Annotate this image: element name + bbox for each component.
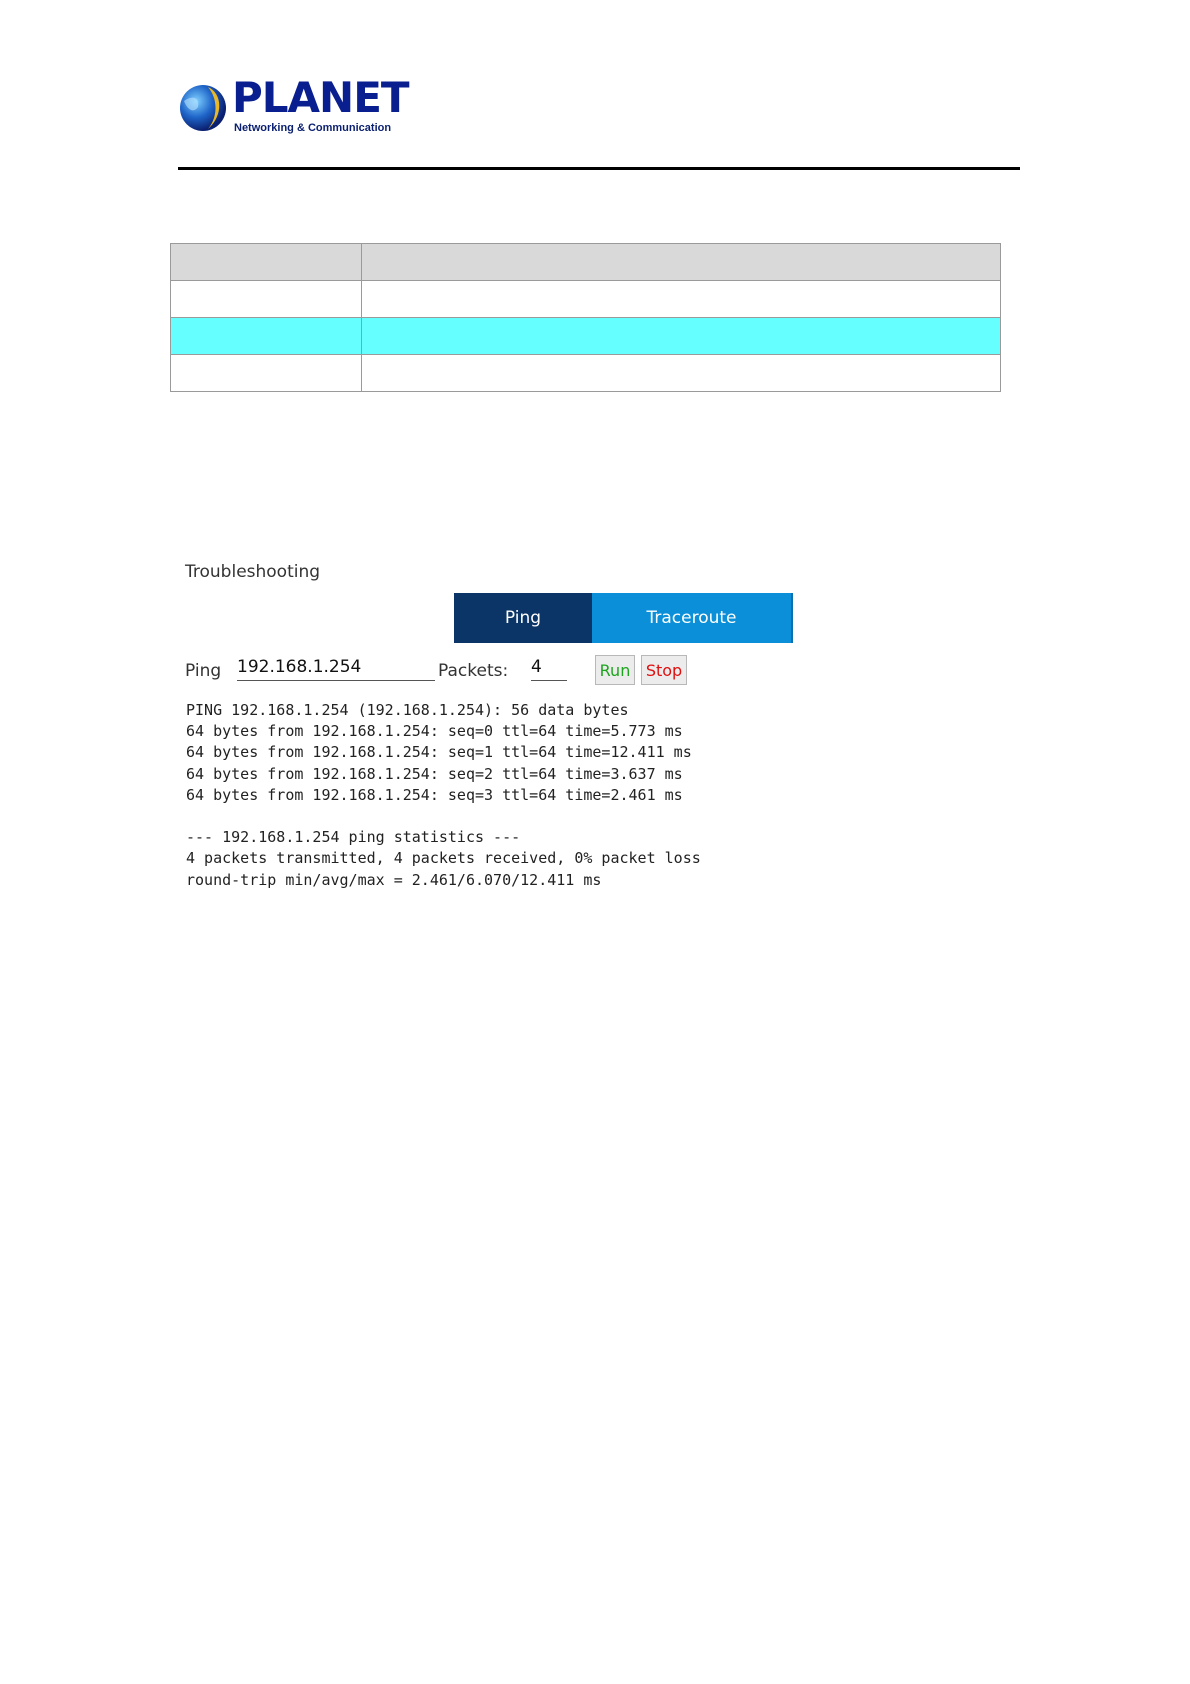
output-line: 64 bytes from 192.168.1.254: seq=1 ttl=64 time=12.411 ms [186,743,692,762]
output-line: PING 192.168.1.254 (192.168.1.254): 56 data bytes [186,701,629,719]
table-header-row [171,244,1001,281]
table-row [171,355,1001,392]
header-divider [178,167,1020,170]
output-line: 64 bytes from 192.168.1.254: seq=0 ttl=64 time=5.773 ms [186,722,683,741]
table-cell [171,244,362,281]
ping-label: Ping [185,661,222,681]
ping-output [186,700,701,891]
tab-traceroute[interactable]: Traceroute [592,593,793,643]
table-row-highlighted [171,318,1001,355]
tab-ping[interactable]: Ping [454,593,592,643]
output-line: 64 bytes from 192.168.1.254: seq=2 ttl=64 time=3.637 ms [186,764,683,783]
output-line: 4 packets transmitted, 4 packets received, 0% packet loss [186,849,701,868]
run-button[interactable]: Run [595,655,635,685]
output-line: 64 bytes from 192.168.1.254: seq=3 ttl=64 time=2.461 ms [186,785,683,804]
stop-button[interactable]: Stop [641,655,687,685]
packets-label: Packets: [438,661,509,681]
table-cell [171,281,362,318]
table-cell [362,355,1001,392]
table-cell [362,281,1001,318]
table-cell [362,318,1001,355]
output-line [186,806,701,827]
planet-logo [178,73,409,138]
table-cell [362,244,1001,281]
table-cell [171,355,362,392]
brand-tagline: Networking & Communication [234,122,392,134]
table-row [171,281,1001,318]
packets-input[interactable] [531,654,567,681]
globe-icon [178,83,228,133]
output-line: round-trip min/avg/max = 2.461/6.070/12.411 ms [186,870,602,889]
output-line: --- 192.168.1.254 ping statistics --- [186,828,521,847]
page-title: Troubleshooting [185,562,321,582]
brand-name: PLANET [232,73,409,122]
table-cell [171,318,362,355]
parameter-table [170,243,1001,392]
ping-target-input[interactable] [237,654,435,681]
